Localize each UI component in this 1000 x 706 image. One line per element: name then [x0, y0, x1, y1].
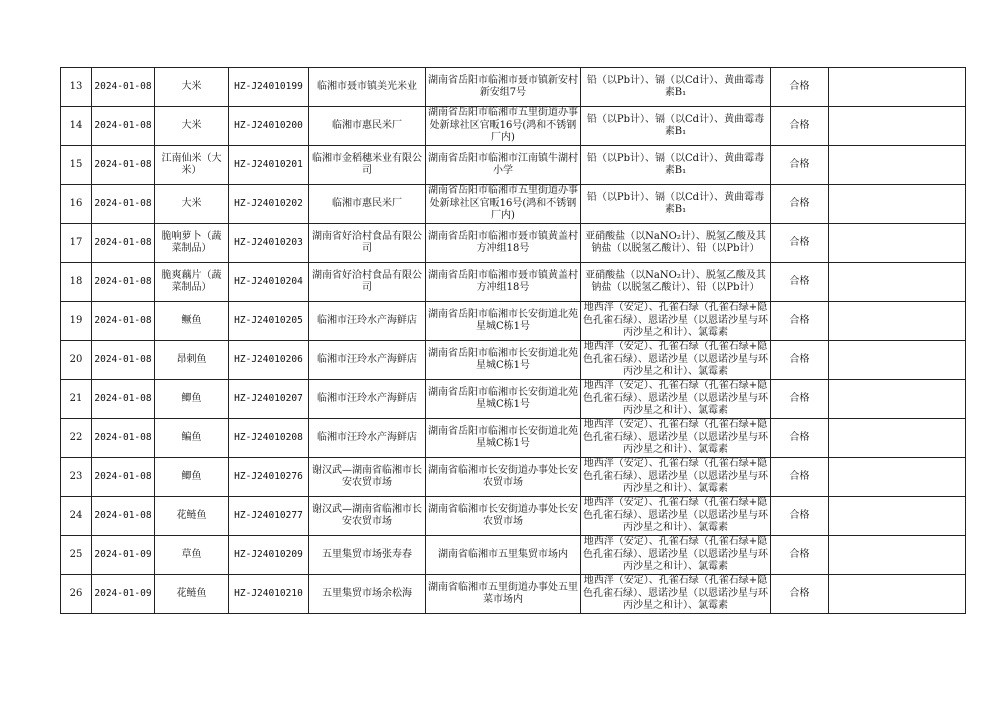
- seller-address: 湖南省临湘市长安街道办事处长安农贸市场: [426, 458, 581, 497]
- product-name: 花鲢鱼: [155, 575, 229, 614]
- row-number: 21: [61, 380, 92, 419]
- row-number: 13: [61, 68, 92, 107]
- seller-address: 湖南省临湘市五里集贸市场内: [426, 536, 581, 575]
- sampling-date: 2024-01-08: [92, 497, 155, 536]
- row-number: 16: [61, 185, 92, 224]
- remark-cell: [829, 302, 966, 341]
- test-result: 合格: [771, 185, 829, 224]
- sample-code: HZ-J24010209: [229, 536, 309, 575]
- sample-code: HZ-J24010201: [229, 146, 309, 185]
- remark-cell: [829, 380, 966, 419]
- sampling-date: 2024-01-08: [92, 263, 155, 302]
- seller-address: 湖南省岳阳市临湘市长安街道北苑星城C栋1号: [426, 380, 581, 419]
- remark-cell: [829, 458, 966, 497]
- sampling-date: 2024-01-08: [92, 302, 155, 341]
- test-items: 地西泮（安定）、孔雀石绿（孔雀石绿+隐色孔雀石绿）、恩诺沙星（以恩诺沙星与环丙沙星之和计）、氯霉素: [581, 341, 771, 380]
- table-row: [61, 302, 966, 341]
- seller-name: 谢汉武—湖南省临湘市长安农贸市场: [309, 497, 426, 536]
- test-result: 合格: [771, 380, 829, 419]
- remark-cell: [829, 68, 966, 107]
- product-name: 花鲢鱼: [155, 497, 229, 536]
- sampling-date: 2024-01-08: [92, 68, 155, 107]
- sample-code: HZ-J24010203: [229, 224, 309, 263]
- seller-address: 湖南省临湘市五里街道办事处五里菜市场内: [426, 575, 581, 614]
- seller-name: 五里集贸市场张寿春: [309, 536, 426, 575]
- table-row: [61, 341, 966, 380]
- product-name: 鲫鱼: [155, 380, 229, 419]
- table-row: [61, 575, 966, 614]
- test-result: 合格: [771, 302, 829, 341]
- row-number: 20: [61, 341, 92, 380]
- seller-name: 临湘市汪玲水产海鲜店: [309, 419, 426, 458]
- test-items: 地西泮（安定）、孔雀石绿（孔雀石绿+隐色孔雀石绿）、恩诺沙星（以恩诺沙星与环丙沙星之和计）、氯霉素: [581, 497, 771, 536]
- row-number: 24: [61, 497, 92, 536]
- sample-code: HZ-J24010276: [229, 458, 309, 497]
- seller-address: 湖南省岳阳市临湘市江南镇牛湖村小学: [426, 146, 581, 185]
- seller-address: 湖南省岳阳市临湘市长安街道北苑星城C栋1号: [426, 302, 581, 341]
- test-items: 地西泮（安定）、孔雀石绿（孔雀石绿+隐色孔雀石绿）、恩诺沙星（以恩诺沙星与环丙沙星之和计）、氯霉素: [581, 458, 771, 497]
- row-number: 22: [61, 419, 92, 458]
- table-row: [61, 263, 966, 302]
- sample-code: HZ-J24010205: [229, 302, 309, 341]
- seller-address: 湖南省岳阳市临湘市聂市镇黄盖村方冲组18号: [426, 263, 581, 302]
- table-row: [61, 458, 966, 497]
- sampling-date: 2024-01-08: [92, 107, 155, 146]
- sample-code: HZ-J24010277: [229, 497, 309, 536]
- test-result: 合格: [771, 146, 829, 185]
- test-items: 铅（以Pb计）、镉（以Cd计）、黄曲霉毒素B₁: [581, 146, 771, 185]
- product-name: 昂刺鱼: [155, 341, 229, 380]
- sample-code: HZ-J24010200: [229, 107, 309, 146]
- test-result: 合格: [771, 68, 829, 107]
- test-items: 地西泮（安定）、孔雀石绿（孔雀石绿+隐色孔雀石绿）、恩诺沙星（以恩诺沙星与环丙沙星之和计）、氯霉素: [581, 536, 771, 575]
- table-row: [61, 497, 966, 536]
- sampling-date: 2024-01-08: [92, 146, 155, 185]
- test-result: 合格: [771, 341, 829, 380]
- seller-address: 湖南省临湘市长安街道办事处长安农贸市场: [426, 497, 581, 536]
- seller-name: 湖南省好洽村食品有限公司: [309, 224, 426, 263]
- test-result: 合格: [771, 497, 829, 536]
- remark-cell: [829, 224, 966, 263]
- sample-code: HZ-J24010204: [229, 263, 309, 302]
- sampling-date: 2024-01-08: [92, 380, 155, 419]
- test-result: 合格: [771, 419, 829, 458]
- remark-cell: [829, 419, 966, 458]
- table-body: [61, 68, 966, 614]
- seller-name: 临湘市惠民米厂: [309, 107, 426, 146]
- seller-name: 五里集贸市场余松海: [309, 575, 426, 614]
- table-row: [61, 419, 966, 458]
- product-name: 大米: [155, 68, 229, 107]
- sampling-date: 2024-01-08: [92, 458, 155, 497]
- row-number: 23: [61, 458, 92, 497]
- remark-cell: [829, 185, 966, 224]
- remark-cell: [829, 536, 966, 575]
- test-result: 合格: [771, 458, 829, 497]
- seller-name: 谢汉武—湖南省临湘市长安农贸市场: [309, 458, 426, 497]
- product-name: 鳊鱼: [155, 419, 229, 458]
- product-name: 脆响萝卜（蔬菜制品）: [155, 224, 229, 263]
- sampling-date: 2024-01-08: [92, 185, 155, 224]
- test-items: 铅（以Pb计）、镉（以Cd计）、黄曲霉毒素B₁: [581, 185, 771, 224]
- table-row: [61, 146, 966, 185]
- sampling-date: 2024-01-09: [92, 575, 155, 614]
- test-items: 地西泮（安定）、孔雀石绿（孔雀石绿+隐色孔雀石绿）、恩诺沙星（以恩诺沙星与环丙沙星之和计）、氯霉素: [581, 419, 771, 458]
- seller-address: 湖南省岳阳市临湘市五里街道办事处新球社区官畈16号(鸿和不锈钢厂内): [426, 107, 581, 146]
- seller-address: 湖南省岳阳市临湘市聂市镇黄盖村方冲组18号: [426, 224, 581, 263]
- table-row: [61, 224, 966, 263]
- row-number: 17: [61, 224, 92, 263]
- row-number: 25: [61, 536, 92, 575]
- seller-name: 临湘市汪玲水产海鲜店: [309, 341, 426, 380]
- seller-address: 湖南省岳阳市临湘市五里街道办事处新球社区官畈16号(鸿和不锈钢厂内): [426, 185, 581, 224]
- product-name: 大米: [155, 185, 229, 224]
- test-items: 亚硝酸盐（以NaNO₂计）、脱氢乙酸及其钠盐（以脱氢乙酸计）、铅（以Pb计）: [581, 224, 771, 263]
- test-items: 地西泮（安定）、孔雀石绿（孔雀石绿+隐色孔雀石绿）、恩诺沙星（以恩诺沙星与环丙沙星之和计）、氯霉素: [581, 302, 771, 341]
- seller-name: 临湘市惠民米厂: [309, 185, 426, 224]
- table-row: [61, 107, 966, 146]
- test-result: 合格: [771, 575, 829, 614]
- sample-code: HZ-J24010207: [229, 380, 309, 419]
- remark-cell: [829, 341, 966, 380]
- product-name: 大米: [155, 107, 229, 146]
- test-result: 合格: [771, 536, 829, 575]
- seller-address: 湖南省岳阳市临湘市聂市镇新安村新安组7号: [426, 68, 581, 107]
- sample-code: HZ-J24010206: [229, 341, 309, 380]
- remark-cell: [829, 146, 966, 185]
- remark-cell: [829, 497, 966, 536]
- product-name: 鳜鱼: [155, 302, 229, 341]
- sample-code: HZ-J24010210: [229, 575, 309, 614]
- sample-code: HZ-J24010208: [229, 419, 309, 458]
- sampling-date: 2024-01-09: [92, 536, 155, 575]
- row-number: 26: [61, 575, 92, 614]
- inspection-results-table: [60, 67, 966, 614]
- product-name: 草鱼: [155, 536, 229, 575]
- remark-cell: [829, 263, 966, 302]
- test-items: 铅（以Pb计）、镉（以Cd计）、黄曲霉毒素B₁: [581, 68, 771, 107]
- seller-name: 临湘市聂市镇美光米业: [309, 68, 426, 107]
- table-row: [61, 536, 966, 575]
- sample-code: HZ-J24010199: [229, 68, 309, 107]
- test-items: 地西泮（安定）、孔雀石绿（孔雀石绿+隐色孔雀石绿）、恩诺沙星（以恩诺沙星与环丙沙星之和计）、氯霉素: [581, 380, 771, 419]
- remark-cell: [829, 575, 966, 614]
- seller-address: 湖南省岳阳市临湘市长安街道北苑星城C栋1号: [426, 419, 581, 458]
- table-row: [61, 68, 966, 107]
- seller-name: 临湘市金稻穗米业有限公司: [309, 146, 426, 185]
- row-number: 15: [61, 146, 92, 185]
- table-row: [61, 380, 966, 419]
- test-result: 合格: [771, 107, 829, 146]
- product-name: 鲫鱼: [155, 458, 229, 497]
- test-items: 地西泮（安定）、孔雀石绿（孔雀石绿+隐色孔雀石绿）、恩诺沙星（以恩诺沙星与环丙沙星之和计）、氯霉素: [581, 575, 771, 614]
- test-result: 合格: [771, 224, 829, 263]
- test-items: 铅（以Pb计）、镉（以Cd计）、黄曲霉毒素B₁: [581, 107, 771, 146]
- sample-code: HZ-J24010202: [229, 185, 309, 224]
- seller-address: 湖南省岳阳市临湘市长安街道北苑星城C栋1号: [426, 341, 581, 380]
- row-number: 19: [61, 302, 92, 341]
- table-row: [61, 185, 966, 224]
- seller-name: 临湘市汪玲水产海鲜店: [309, 302, 426, 341]
- remark-cell: [829, 107, 966, 146]
- seller-name: 临湘市汪玲水产海鲜店: [309, 380, 426, 419]
- test-result: 合格: [771, 263, 829, 302]
- product-name: 江南仙米（大米）: [155, 146, 229, 185]
- test-items: 亚硝酸盐（以NaNO₂计）、脱氢乙酸及其钠盐（以脱氢乙酸计）、铅（以Pb计）: [581, 263, 771, 302]
- row-number: 14: [61, 107, 92, 146]
- sampling-date: 2024-01-08: [92, 419, 155, 458]
- sampling-date: 2024-01-08: [92, 341, 155, 380]
- product-name: 脆爽藕片（蔬菜制品）: [155, 263, 229, 302]
- seller-name: 湖南省好洽村食品有限公司: [309, 263, 426, 302]
- row-number: 18: [61, 263, 92, 302]
- sampling-date: 2024-01-08: [92, 224, 155, 263]
